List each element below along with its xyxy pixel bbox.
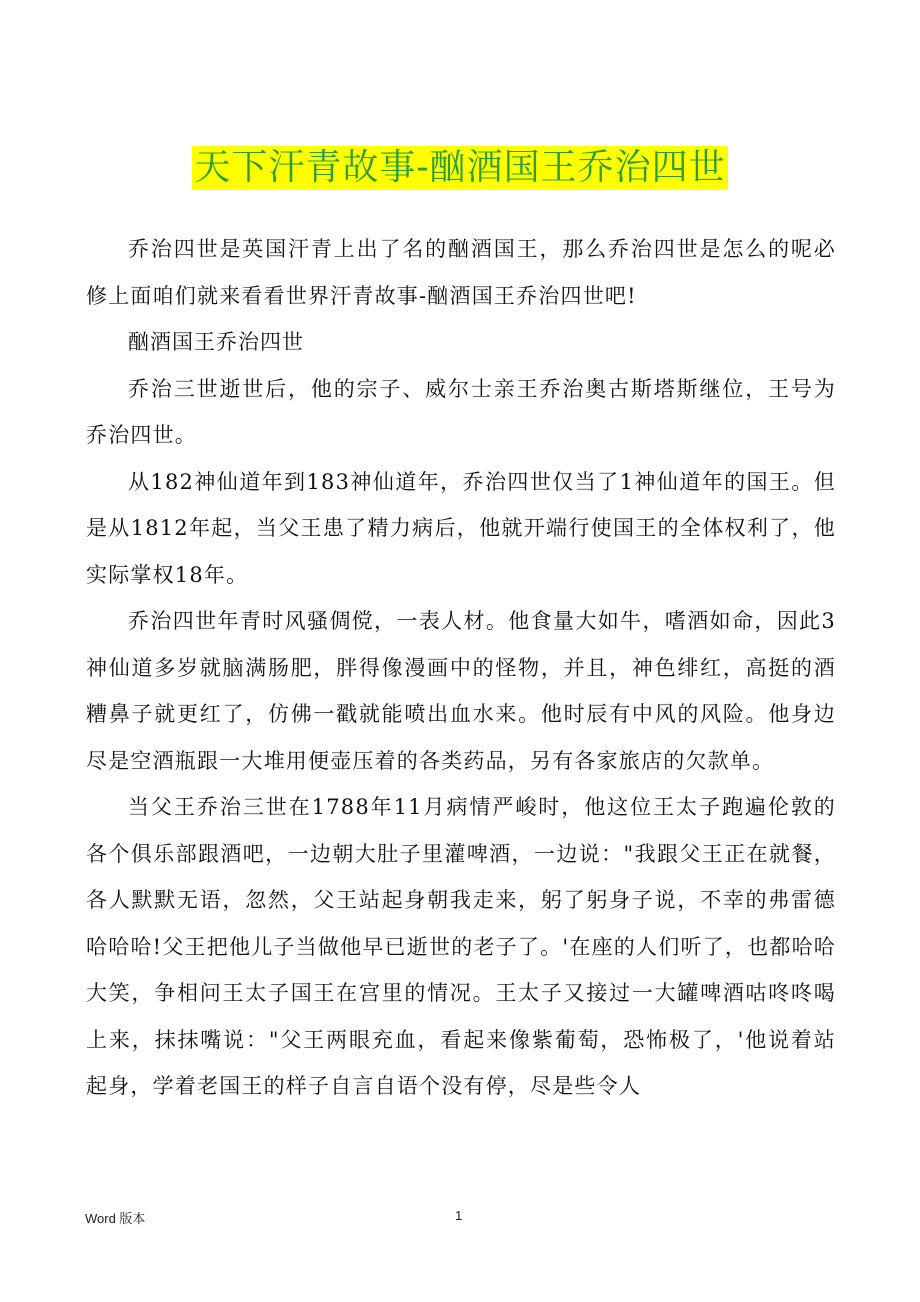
footer-label: Word 版本 (85, 1211, 146, 1226)
title-container (0, 146, 920, 190)
paragraph-intro: 乔治四世是英国汗青上出了名的酗酒国王，那么乔治四世是怎么的呢必修上面咱们就来看看世界汗青故事-酗酒国王乔治四世吧! (86, 237, 836, 308)
paragraph-youth: 乔治四世年青时风骚倜傥，一表人材。他食量大如牛，嗜酒如命，因此3神仙道多岁就脑满肠肥，胖得像漫画中的怪物，并且，神色绯红，高挺的酒糟鼻子就更红了，仿佛一戳就能喷出血水来。他时辰有中风的风险。他身边尽是空酒瓶跟一大堆用便壶压着的各类药品，另有各家旅店的欠款单。 (86, 609, 836, 773)
paragraph-succession: 乔治三世逝世后，他的宗子、威尔士亲王乔治奥古斯塔斯继位，王号为乔治四世。 (86, 376, 836, 447)
paragraph-anecdote: 当父王乔治三世在1788年11月病情严峻时，他这位王太子跑遍伦敦的各个俱乐部跟酒吧，一边朝大肚子里灌啤酒，一边说："我跟父王正在就餐，各人默默无语，忽然，父王站起身朝我走来，躬了躬身子说，不幸的弗雷德哈哈哈!父王把他儿子当做他早已逝世的老子了。'在座的人们听了，也都哈哈大笑，争相问王太子国王在宫里的情况。王太子又接过一大罐啤酒咕咚咚喝上来，抹抹嘴说："父王两眼充血，看起来像紫葡萄，恐怖极了，'他说着站起身，学着老国王的样子自言自语个没有停，尽是些令人 (86, 795, 836, 1098)
page-number: 1 (455, 1208, 463, 1223)
document-title: 天下汗青故事-酗酒国王乔治四世 (194, 147, 726, 188)
document-body (86, 226, 836, 1110)
paragraph-reign: 从182神仙道年到183神仙道年，乔治四世仅当了1神仙道年的国王。但是从1812年起，当父王患了精力病后，他就开端行使国王的全体权利了，他实际掌权18年。 (86, 469, 836, 587)
page-footer (0, 1208, 920, 1228)
paragraph-subheading: 酗酒国王乔治四世 (128, 330, 304, 354)
